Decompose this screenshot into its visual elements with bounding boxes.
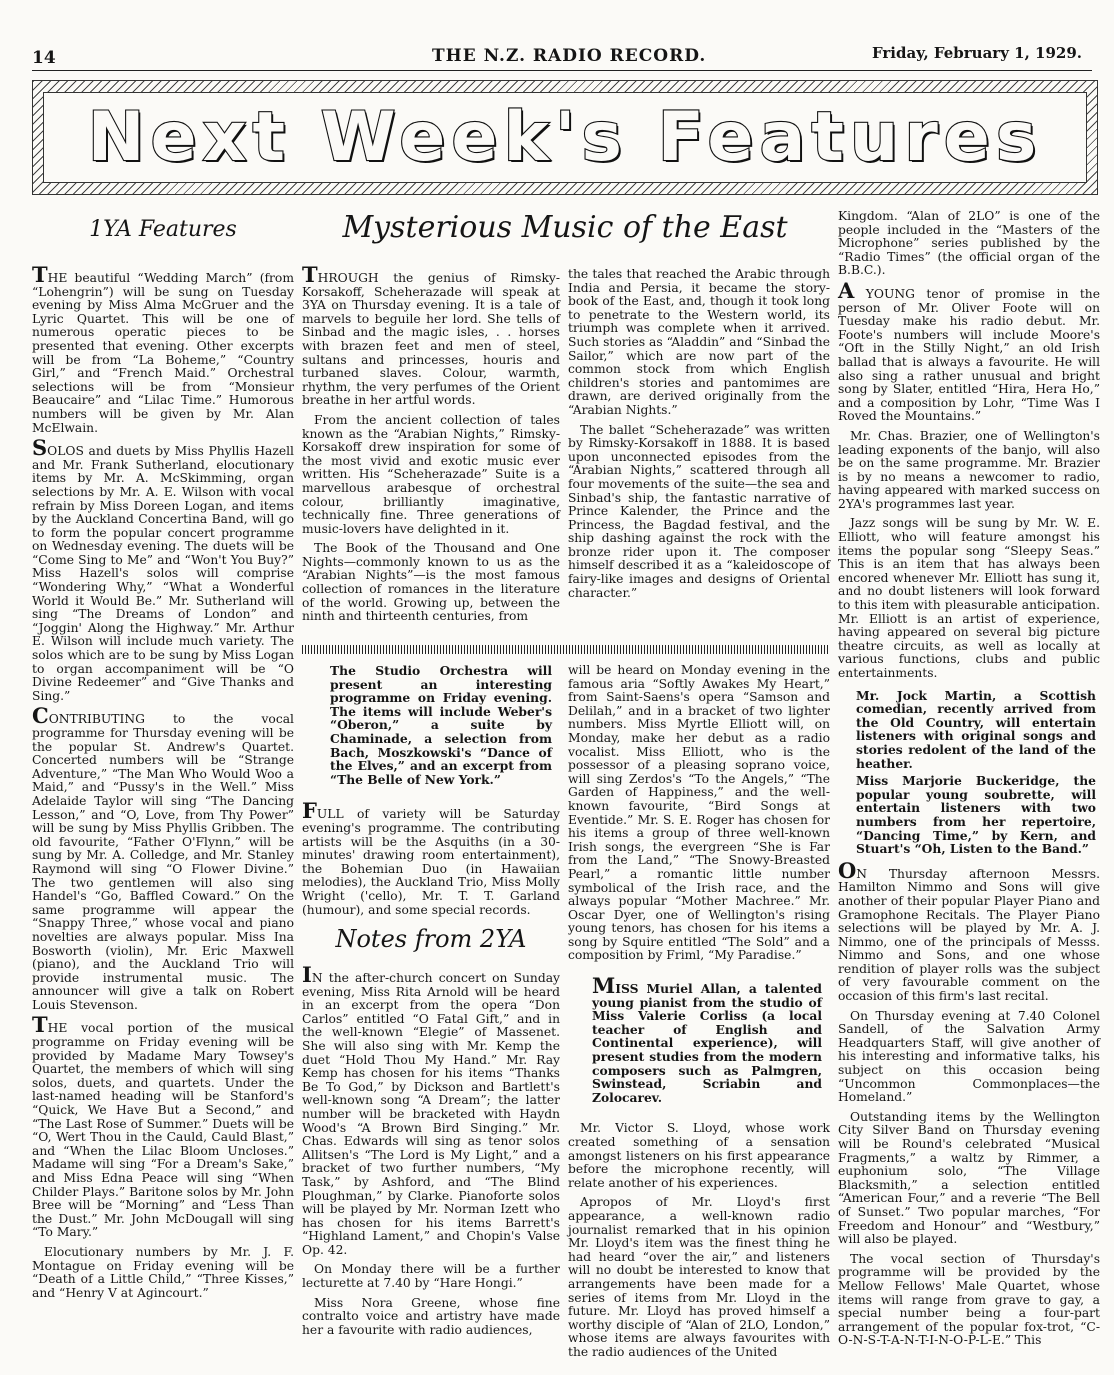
article-paragraph: Apropos of Mr. Lloyd's first appearance, a well-known radio journalist remarked that in his opinion Mr. Lloyd's item was the finest thing he had heard “over the air,” and listeners will no doubt be interested to know that arrangements have been made for a series of items from Mr. Lloyd in the future. Mr. Lloyd has proved himself a worthy disciple of “Alan of 2LO, London,” whose items are always favourites with the radio audiences of the United <box>568 1195 830 1359</box>
article-paragraph: Miss Nora Greene, whose fine contralto voice and artistry have made her a favourite with radio audiences, <box>302 1295 560 1337</box>
article-paragraph: THROUGH the genius of Rimsky-Korsakoff, Scheherazade will speak at 3YA on Thursday evening. It is a tale of marvels to beguile her lord. She tells of Sinbad and the magic isles, . . horses with brazen feet and men of steel, sultans and princesses, houris and turbaned slaves. Colour, warmth, rhythm, the very perfumes of the Orient breathe in her artful words. <box>302 262 560 408</box>
article-paragraph: From the ancient collection of tales known as the “Arabian Nights,” Rimsky-Korsakoff drew inspiration for some of the most vivid and exotic music ever written. His “Scheherazade” Suite is a marvellous arabesque of orchestral colour, brilliantly imaginative, technically fine. Three generations of music-lovers have delighted in it. <box>302 412 560 536</box>
article-paragraph: Kingdom. “Alan of 2LO” is one of the people included in the “Masters of the Microphone” series published by the “Radio Times” (the official organ of the B.B.C.). <box>838 209 1100 278</box>
article-paragraph: THE vocal portion of the musical programme on Friday evening will be provided by Madame Mary Towsey's Quartet, the members of which will sing solos, duets, and quartets. Under the last-named heading will be Stanford's “Quick, We Have But a Second,” and “The Last Rose of Summer.” Duets will be “O, Wert Thou in the Cauld, Cauld Blast,” and “When the Lilac Bloom Uncloses.” Madame will sing “For a Dream's Sake,” and Miss Edna Peace will sing “When Childer Plays.” Baritone solos by Mr. John Bree will be “Morning” and “Less Than the Dust.” Mr. John McDougall will sing “To Mary.” <box>32 1012 294 1240</box>
article-paragraph: Outstanding items by the Wellington City Silver Band on Thursday evening will be Round's celebrated “Musical Fragments,” a waltz by Rimmer, a euphonium solo, “The Village Blacksmith,” a selection entitled “American Four,” and a reverie “The Bell of Sunset.” Two popular marches, “For Freedom and Honour” and “Westbury,” will also be played. <box>838 1109 1100 1247</box>
muriel-allan-box <box>568 969 830 1122</box>
box-paragraph: The Studio Orchestra will present an interesting programme on Friday evening. The items will include Weber's “Oberon,” a suite by Chaminade, a selection from Bach, Moszkowski's “Dance of the Elves,” and an excerpt from “The Belle of New York.” <box>330 663 552 787</box>
column-notes-2ya <box>302 962 560 1343</box>
page-header <box>32 40 1092 66</box>
article-paragraph: will be heard on Monday evening in the famous aria “Softly Awakes My Heart,” from Saint-Saens's opera “Samson and Delilah,” and in a bracket of two lighter numbers. Miss Myrtle Elliott will, on Monday, make her debut as a radio vocalist. Miss Elliott, who is the possessor of a pleasing soprano voice, will sing Zerdos's “To the Angels,” “The Garden of Happiness,” and the well-known favourite, “Bird Songs at Eventide.” Mr. S. E. Roger has chosen for his items a group of three well-known Irish songs, the evergreen “She is Far from the Land,” “The Snowy-Breasted Pearl,” a romantic little number symbolical of the Irish race, and the always popular “Mother Machree.” Mr. Oscar Dyer, one of Wellington's rising young tenors, has chosen for his items a song by Squire entitled “The Sold” and a composition by Friml, “My Paradise.” <box>568 663 830 963</box>
article-paragraph: The Book of the Thousand and One Nights—commonly known to us as the “Arabian Nights”—is the most famous collection of romances in the literature of the world. Growing up, between the ninth and thirteenth centuries, from <box>302 541 560 624</box>
studio-orchestra-box <box>302 664 560 794</box>
column-mystery-a <box>302 262 560 630</box>
header-rule <box>32 70 1092 71</box>
article-paragraph: On Thursday evening at 7.40 Colonel Sandell, of the Salvation Army Headquarters Staff, will give another of his interesting and informative talks, his subject on this occasion being “Uncommon Commonplaces—the Homeland.” <box>838 1008 1100 1105</box>
newspaper-title: THE N.Z. RADIO RECORD. <box>432 46 707 66</box>
article-paragraph: THE beautiful “Wedding March” (from “Lohengrin”) will be sung on Tuesday evening by Miss Alma McGruer and the Lyric Quartet. This will be one of numerous operatic pieces to be presented that evening. Other excerpts will be from “La Boheme,” “Country Girl,” and “French Maid.” Orchestral selections will be from “Monsieur Beaucaire” and “Lilac Time.” Humorous numbers will be given by Mr. Alan McElwain. <box>32 262 294 435</box>
issue-date: Friday, February 1, 1929. <box>872 44 1082 62</box>
box-paragraph: MISS Muriel Allan, a talented young pianist from the studio of Miss Valerie Corliss (a local teacher of English and Continental experience), will present studies from the modern composers such as Palmgren, Swinstead, Scriabin and Zolocarev. <box>592 973 822 1105</box>
article-paragraph: Elocutionary numbers by Mr. J. F. Montague on Friday evening will be “Death of a Little Child,” “Three Kisses,” and “Henry V at Agincourt.” <box>32 1244 294 1300</box>
article-paragraph: The ballet “Scheherazade” was written by Rimsky-Korsakoff in 1888. It is based upon unconnected episodes from the “Arabian Nights,” scattered through all four movements of the suite—the sea and Sinbad's ship, the fantastic narrative of Prince Kalender, the Prince and the Princess, the Bagdad festival, and the ship dashing against the rock with the bronze rider upon it. The composer himself described it as a “kaleidoscope of fairy-like images and designs of Oriental character.” <box>568 422 830 600</box>
article-paragraph: Jazz songs will be sung by Mr. W. E. Elliott, who will feature amongst his items the popular song “Sleepy Seas.” This is an item that has always been encored whenever Mr. Elliott has sung it, and no doubt listeners will look forward to this item with pleasurable anticipation. Mr. Elliott is an artist of experience, having appeared on several big picture theatre circuits, as well as locally at various functions, clubs and public entertainments. <box>838 516 1100 680</box>
article-paragraph: A YOUNG tenor of promise in the person of Mr. Oliver Foote will on Tuesday make his radio debut. Mr. Foote's numbers will include Moore's “Oft in the Stilly Night,” an old Irish ballad that is always a favourite. He will also sing a rather unusual and bright song by Slater, entitled “Hira, Hera Ho,” and a composition by Lohr, “Time Was I Roved the Mountains.” <box>838 277 1100 424</box>
article-paragraph: The vocal section of Thursday's programme will be provided by the Mellow Fellows' Male Quartet, whose items will range from grave to gay, a special number being a four-part arrangement of the popular fox-trot, “C-O-N-S-T-A-N-T-I-N-O-P-L-E.” This <box>838 1251 1100 1348</box>
section-title-mysterious-music: Mysterious Music of the East <box>342 210 788 245</box>
banner-title: Next Week's Features <box>87 98 1043 177</box>
box-paragraph: Mr. Jock Martin, a Scottish comedian, recently arrived from the Old Country, will entertain listeners with original songs and stories redolent of the land of the heather. <box>856 687 1096 771</box>
column-1ya-features <box>32 262 294 1306</box>
banner-inner <box>43 92 1087 183</box>
features-banner <box>32 80 1098 195</box>
article-paragraph: SOLOS and duets by Miss Phyllis Hazell and Mr. Frank Sutherland, elocutionary items by Mr. A. McSkimming, organ selections by Mr. A. E. Wilson with vocal refrain by Miss Doreen Logan, and items by the Auckland Concertina Band, will go to form the popular concert programme on Wednesday evening. The duets will be “Come Sing to Me” and “Won't You Buy?” Miss Hazell's solos will comprise “Wondering Why,” “What a Wonderful World it Would Be.” Mr. Sutherland will sing “The Dreams of London” and “Joggin' Along the Highway.” Mr. Arthur E. Wilson will include much variety. The solos which are to be sung by Miss Logan to organ accompaniment will be “O Divine Redeemer” and “Give Thanks and Sing.” <box>32 435 294 703</box>
article-paragraph: FULL of variety will be Saturday evening's programme. The contributing artists will be the Asquiths (in a 30-minutes' drawing room entertainment), the Bohemian Duo (in Hawaiian melodies), the Auckland Trio, Miss Molly Wright ('cello), Mr. T. T. Garland (humour), and some special records. <box>302 798 560 917</box>
article-paragraph: CONTRIBUTING to the vocal programme for Thursday evening will be the popular St. Andrew's Quartet. Concerted numbers will be “Strange Adventure,” “The Man Who Would Woo a Maid,” and “Pussy's in the Well.” Miss Adelaide Taylor will sing “The Dancing Lesson,” and “O, Love, from Thy Power” will be sung by Miss Phyllis Gribben. The old favourite, “Father O'Flynn,” will be sung by Mr. A. Colledge, and Mr. Stanley Raymond will sing “O Flower Divine.” The two gentlemen will also sing Handel's “Go, Baffled Coward.” On the same programme will appear the “Snappy Three,” whose vocal and piano novelties are always popular. Miss Ina Bosworth (violin), Mr. Eric Maxwell (piano), and the Auckland Trio will provide instrumental music. The announcer will give a talk on Robert Louis Stevenson. <box>32 703 294 1012</box>
article-paragraph: IN the after-church concert on Sunday evening, Miss Rita Arnold will be heard in an excerpt from the opera “Don Carlos” entitled “O Fatal Gift,” and in the well-known “Elegie” of Massenet. She will also sing with Mr. Kemp the duet “Hold Thou My Hand.” Mr. Ray Kemp has chosen for his items “Thanks Be To God,” by Dickson and Bartlett's well-known song “A Dream”; the latter number will be bracketed with Haydn Wood's “A Brown Bird Singing.” Mr. Chas. Edwards will sing as tenor solos Allitsen's “The Lord is My Light,” and a bracket of two further numbers, “My Task,” by Ashford, and “The Blind Ploughman,” by Clarke. Pianoforte solos will be played by Mr. Norman Izett who has chosen for his items Barrett's “Highland Lament,” and Chopin's Valse Op. 42. <box>302 962 560 1257</box>
page-number: 14 <box>32 48 56 68</box>
column-studio-orchestra <box>302 664 560 923</box>
section-title-1ya: 1YA Features <box>89 217 237 242</box>
article-paragraph: On Monday there will be a further lecturette at 7.40 by “Hare Hongi.” <box>302 1262 560 1291</box>
jock-martin-box <box>838 687 1100 864</box>
article-paragraph: the tales that reached the Arabic through India and Persia, it became the story-book of the East, and, though it took long to penetrate to the Western world, its triumph was complete when it arrived. Such stories as “Aladdin” and “Sinbad the Sailor,” which are now part of the common stock from which English children's stories and pantomimes are drawn, are derived originally from the “Arabian Nights.” <box>568 267 830 417</box>
box-paragraph: Miss Marjorie Buckeridge, the popular young soubrette, will entertain listeners with two numbers from her repertoire, “Dancing Time,” by Kern, and Stuart's “Oh, Listen to the Band.” <box>856 773 1096 857</box>
article-paragraph: ON Thursday afternoon Messrs. Hamilton Nimmo and Sons will give another of their popular Player Piano and Gramophone Recitals. The Player Piano selections will be played by Mr. A. J. Nimmo, one of the principals of Messs. Nimmo and Sons, and one whose rendition of player rolls was the subject of very favourable comment on the occasion of this firm's last recital. <box>838 857 1100 1004</box>
section-title-notes-2ya: Notes from 2YA <box>335 925 527 953</box>
column-2ya-continued <box>568 664 830 1366</box>
article-paragraph: Mr. Chas. Brazier, one of Wellington's leading exponents of the banjo, will also be on the same programme. Mr. Brazier is by no means a newcomer to radio, having appeared with marked success on 2YA's programmes last year. <box>838 428 1100 511</box>
article-paragraph: Mr. Victor S. Lloyd, whose work created something of a sensation amongst listeners on his first appearance before the microphone recently, will relate another of his experiences. <box>568 1121 830 1190</box>
column-right <box>838 210 1100 1354</box>
column-mystery-b <box>568 268 830 606</box>
section-divider <box>302 645 830 654</box>
